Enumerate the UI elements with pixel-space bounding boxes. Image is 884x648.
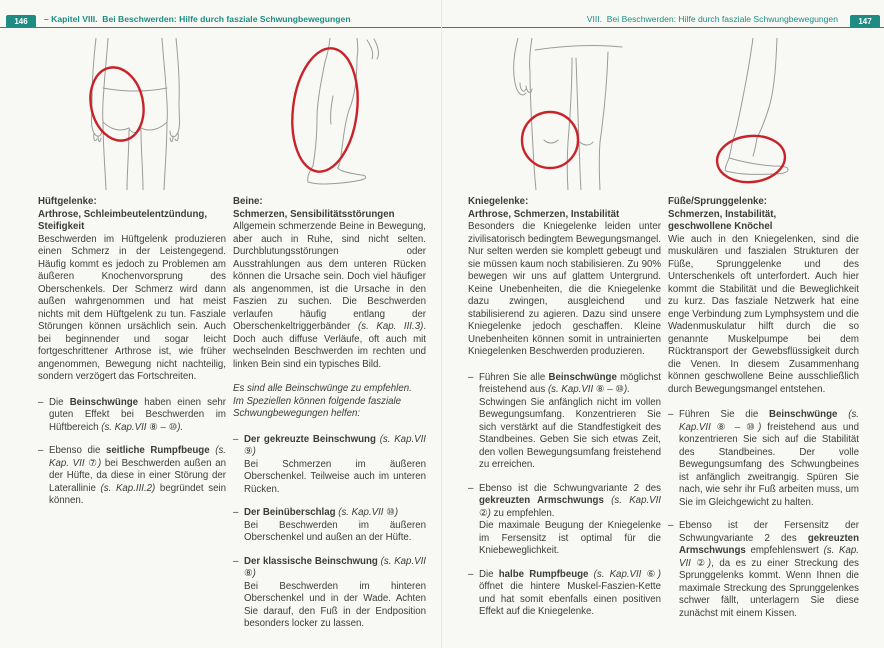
keyword-bold: seitliche Rumpfbeuge [106, 445, 210, 456]
bullet-list [468, 372, 661, 619]
highlight-circle-knee [522, 112, 578, 168]
body-paragraph [468, 221, 661, 359]
bullet-content [479, 483, 661, 557]
body-text: Beschwerden im Hüftgelenk produzieren einen Schmerz in der Leistengegend. Häufig kommt es jedoch zu Problemen am äußeren Knochenvorsprung des Oberschenkels. Der Schmerz wird dann außen wahrgenommen und hat meist nichts mit dem Hüftgelenk zu tun. Fasziale Störungen können ursächlich sein. Auch bei beginnender und sogar leicht fortgeschrittener Arthrose ist, wie früher angenommen, Bewegung nicht nachteilig, sondern verzögert das Fortschreiten. [38, 233, 226, 382]
section-heading-line: Steifigkeit [38, 221, 85, 232]
bullet-marker: – [233, 433, 239, 445]
bullet-item [668, 520, 859, 620]
bullet-marker: – [233, 507, 239, 518]
body-text: empfehlenswert [745, 545, 824, 556]
chapter-reference: (s. Kap.VII ⑧) [244, 555, 426, 579]
keyword-bold: Der Beinüberschlag [244, 507, 336, 518]
bullet-item [468, 372, 661, 472]
section-heading [38, 196, 226, 234]
knee-illustration [480, 38, 670, 190]
bullet-item [668, 409, 859, 509]
header-rule [0, 27, 884, 28]
body-text: Bei Beschwerden im hinteren Oberschenkel und in der Wade. Achten Sie darauf, den Fuß in der Endposition besonders locker zu lassen. [244, 580, 426, 629]
body-text: freistehend aus und konzentrieren Sie sich auf die Stabilität des Standbeines. Der volle Bewegungsumfang des Schwungbeines ist anfänglich zweitrangig. Spüren Sie nach, wie sehr ihr Fuß arbeiten muss, um Sie im Gleichgewicht zu halten. [679, 421, 859, 508]
section-heading [668, 196, 859, 234]
body-text: Bei Beschwerden im äußeren Oberschenkel und außen an der Hüfte. [244, 519, 426, 543]
keyword-bold: Beinschwünge [548, 371, 617, 383]
body-text: Schwungbewegungen helfen: [233, 408, 361, 419]
bullet-item [233, 556, 426, 631]
chapter-reference: (s. Kap.III.2) [100, 482, 156, 494]
bullet-content [479, 372, 661, 471]
body-text: Ebenso die [49, 445, 107, 456]
bullet-item [38, 445, 226, 508]
body-text: , da es zu einer Streckung des Sprunggelenks kommt. Wenn Ihnen die maximale Streckung des Sprunggelenkes schwer fällt, unterlagern Sie diese zunächst mit einem Kissen. [679, 557, 859, 619]
body-text: bei Beschwerden außen an der Hüfte, da diese in einer Störung der Laterallinie [49, 457, 226, 494]
section-heading [468, 196, 661, 221]
body-text: Führen Sie die [679, 409, 770, 420]
body-text: Es sind alle Beinschwünge zu empfehlen. [233, 383, 412, 394]
chapter-reference: (s. Kap.VII ⑧ – ⑩). [101, 421, 184, 433]
chapter-reference: (s. Kap.VII ⑧ – ⑩). [547, 384, 630, 395]
bullet-list [233, 434, 426, 631]
body-text: . Doch auch diffuse Verläufe, oft auch mit wechselnden Beschwerden im rechten und linken Bein sind ein typisches Bild. [233, 321, 427, 370]
keyword-bold: gekreuzten Armschwungs [679, 532, 859, 556]
body-text: möglichst freistehend aus [479, 371, 661, 395]
keyword-bold: Beinschwünge [69, 396, 139, 408]
highlight-ellipse-foot [715, 133, 787, 186]
bullet-marker: – [38, 396, 44, 408]
bullet-content [479, 569, 661, 618]
section-heading-line: geschwollene Knöchel [668, 221, 773, 232]
bullet-marker: – [233, 555, 239, 567]
running-header-right: VIII. Bei Beschwerden: Hilfe durch fasziale Schwungbewegungen [586, 14, 838, 24]
body-paragraph [668, 234, 859, 397]
body-paragraph [233, 221, 426, 371]
section-heading [233, 196, 426, 221]
hip-illustration [45, 38, 235, 190]
body-text: Ebenso ist die Schwungvariante 2 des [479, 482, 661, 494]
body-text [837, 409, 848, 420]
body-text: Wie auch in den Kniegelenken, sind die muskulären und faszialen Strukturen der Füße, Sprunggelenke und des Unterschenkels oft unterfordert. Auch hier kommt die Stabilität und die Beweglichkeit zu kurz. Das fasziale Netzwerk hat eine enge Verbindung zum Lymphsystem und die Wadenmuskulatur hilft durch die so genannte Muskelpumpe bei dem Rücktransport der Gewebsflüssigkeit durch die Venen. In diesem Zusammenhang können geschwollene Beine ausschließlich durch Bewegungsmangel entstehen. [668, 233, 859, 395]
section-heading-line: Kniegelenke: [468, 196, 529, 207]
bullet-item [233, 434, 426, 497]
text-column-knees [468, 196, 661, 630]
bullet-content [679, 520, 859, 619]
keyword-bold: gekreuzten Armschwungs [479, 495, 604, 506]
section-heading-line: Füße/Sprunggelenke: [668, 196, 768, 207]
chapter-reference: (s. Kap. VII ⑦) [49, 445, 226, 469]
body-text: Ebenso ist der Fersensitz der Schwungvariante 2 des [679, 520, 859, 544]
section-heading-line: Beine: [233, 196, 263, 207]
page-number-left: 146 [6, 15, 36, 28]
chapter-reference: (s. Kap. III.3) [358, 321, 424, 332]
page-gutter [441, 0, 442, 648]
body-text: Besonders die Kniegelenke leiden unter zivilisatorisch bedingtem Bewegungsmangel. Nur selten werden sie komplett gebeugt und sie müssen kaum noch stabilisieren. Zu 90% bewegen wir uns auf glattem Untergrund. Keine Unebenheiten, die die Kniegelenke dazu zwingen, ausgleichend und stabilisierend zu agieren. Dazu sind unsere Kniegelenke jedoch geschaffen. Kleine Unebenheiten können somit in untrainierten Kniegelenken Beschwerden produzieren. [468, 221, 661, 357]
foot-illustration [685, 38, 860, 190]
body-text: Bei Schmerzen im äußeren Oberschenkel. Teilweise auch im unteren Rücken. [244, 458, 426, 495]
bullet-content [49, 445, 226, 506]
bullet-content [49, 397, 226, 433]
bullet-marker: – [468, 482, 474, 494]
bullet-marker: – [668, 409, 674, 420]
body-text: öffnet die hintere Muskel-Faszien-Kette und hat somit ebenfalls einen positiven Effekt auf die Kniegelenke. [479, 581, 661, 617]
body-text: haben einen sehr guten Effekt bei Beschwerden im Hüftbereich [49, 396, 226, 433]
keyword-bold: halbe Rumpfbeuge [498, 568, 589, 580]
page-number-right: 147 [850, 15, 880, 28]
bullet-content [244, 434, 426, 495]
body-text: Schwingen Sie anfänglich nicht im vollen Bewegungsumfang. Konzentrieren Sie sich verstärkt auf die Standfestigkeit des Standbeines. Geben Sie sich etwas Zeit, den vollen Bewegungsumfang freistehend zu erreichen. [479, 396, 661, 470]
section-heading-line: Arthrose, Schmerzen, Instabilität [468, 208, 620, 220]
chapter-reference: (s. Kap.VII ⑩) [338, 507, 399, 518]
bullet-marker: – [468, 568, 474, 580]
bullet-item [468, 569, 661, 619]
text-column-feet [668, 196, 859, 631]
section-heading-line: Arthrose, Schleimbeutelentzündung, [38, 208, 208, 220]
chapter-reference: (s. Kap.VII ⑥) [593, 568, 661, 580]
bullet-item [468, 483, 661, 558]
bullet-marker: – [668, 520, 674, 531]
chapter-reference: (s. Kap.VII ②) [479, 495, 661, 519]
bullet-content [244, 556, 426, 630]
text-column-hips [38, 196, 226, 519]
bullet-marker: – [468, 371, 474, 383]
section-heading-line: Schmerzen, Instabilität, [668, 208, 777, 220]
chapter-reference: (s. Kap. VII ②) [679, 545, 859, 569]
bullet-item [233, 507, 426, 545]
body-text: Die maximale Beugung der Kniegelenke im Fersensitz ist optimal für die Kniebeweglichkeit. [479, 520, 661, 556]
body-text: Führen Sie alle [479, 371, 549, 383]
leg-illustration [245, 38, 435, 190]
bullet-list [668, 409, 859, 620]
bullet-list [38, 397, 226, 508]
body-text: Im Speziellen können folgende fasziale [233, 395, 402, 407]
bullet-marker: – [38, 445, 44, 456]
body-text: Die [49, 396, 70, 408]
bullet-content [679, 409, 859, 508]
body-text: zu empfehlen. [490, 507, 555, 519]
chapter-reference: (s. Kap.VII ⑨) [244, 433, 426, 457]
running-header-left: – Kapitel VIII. Bei Beschwerden: Hilfe durch fasziale Schwungbewegungen [44, 14, 351, 24]
keyword-bold: Der gekreuzte Beinschwung [244, 433, 376, 445]
bullet-item [38, 397, 226, 435]
bullet-content [244, 507, 426, 543]
section-heading-line: Schmerzen, Sensibilitätsstörungen [233, 208, 395, 220]
lead-in-paragraph [233, 383, 426, 421]
chapter-reference: (s. Kap.VII ⑧ – ⑩) [679, 409, 859, 433]
text-column-legs [233, 196, 426, 642]
body-text: begründet sein können. [49, 482, 226, 506]
keyword-bold: Der klassische Beinschwung [244, 555, 378, 567]
section-heading-line: Hüftgelenke: [38, 196, 97, 207]
keyword-bold: Beinschwünge [769, 409, 838, 420]
body-text: Die [479, 568, 499, 580]
body-paragraph [38, 234, 226, 384]
body-text: Allgemein schmerzende Beine in Bewegung, aber auch in Ruhe, sind nicht selten. Durchblutungsstörungen oder Ausstrahlungen aus dem unteren Rücken können die Ursache sein. Doch viel häufiger als angenommen, ist die Ursache in den Faszien zu suchen. Die Beschwerden verlaufen häufig entlang der Oberschenkeltriggerbänder [233, 221, 426, 332]
